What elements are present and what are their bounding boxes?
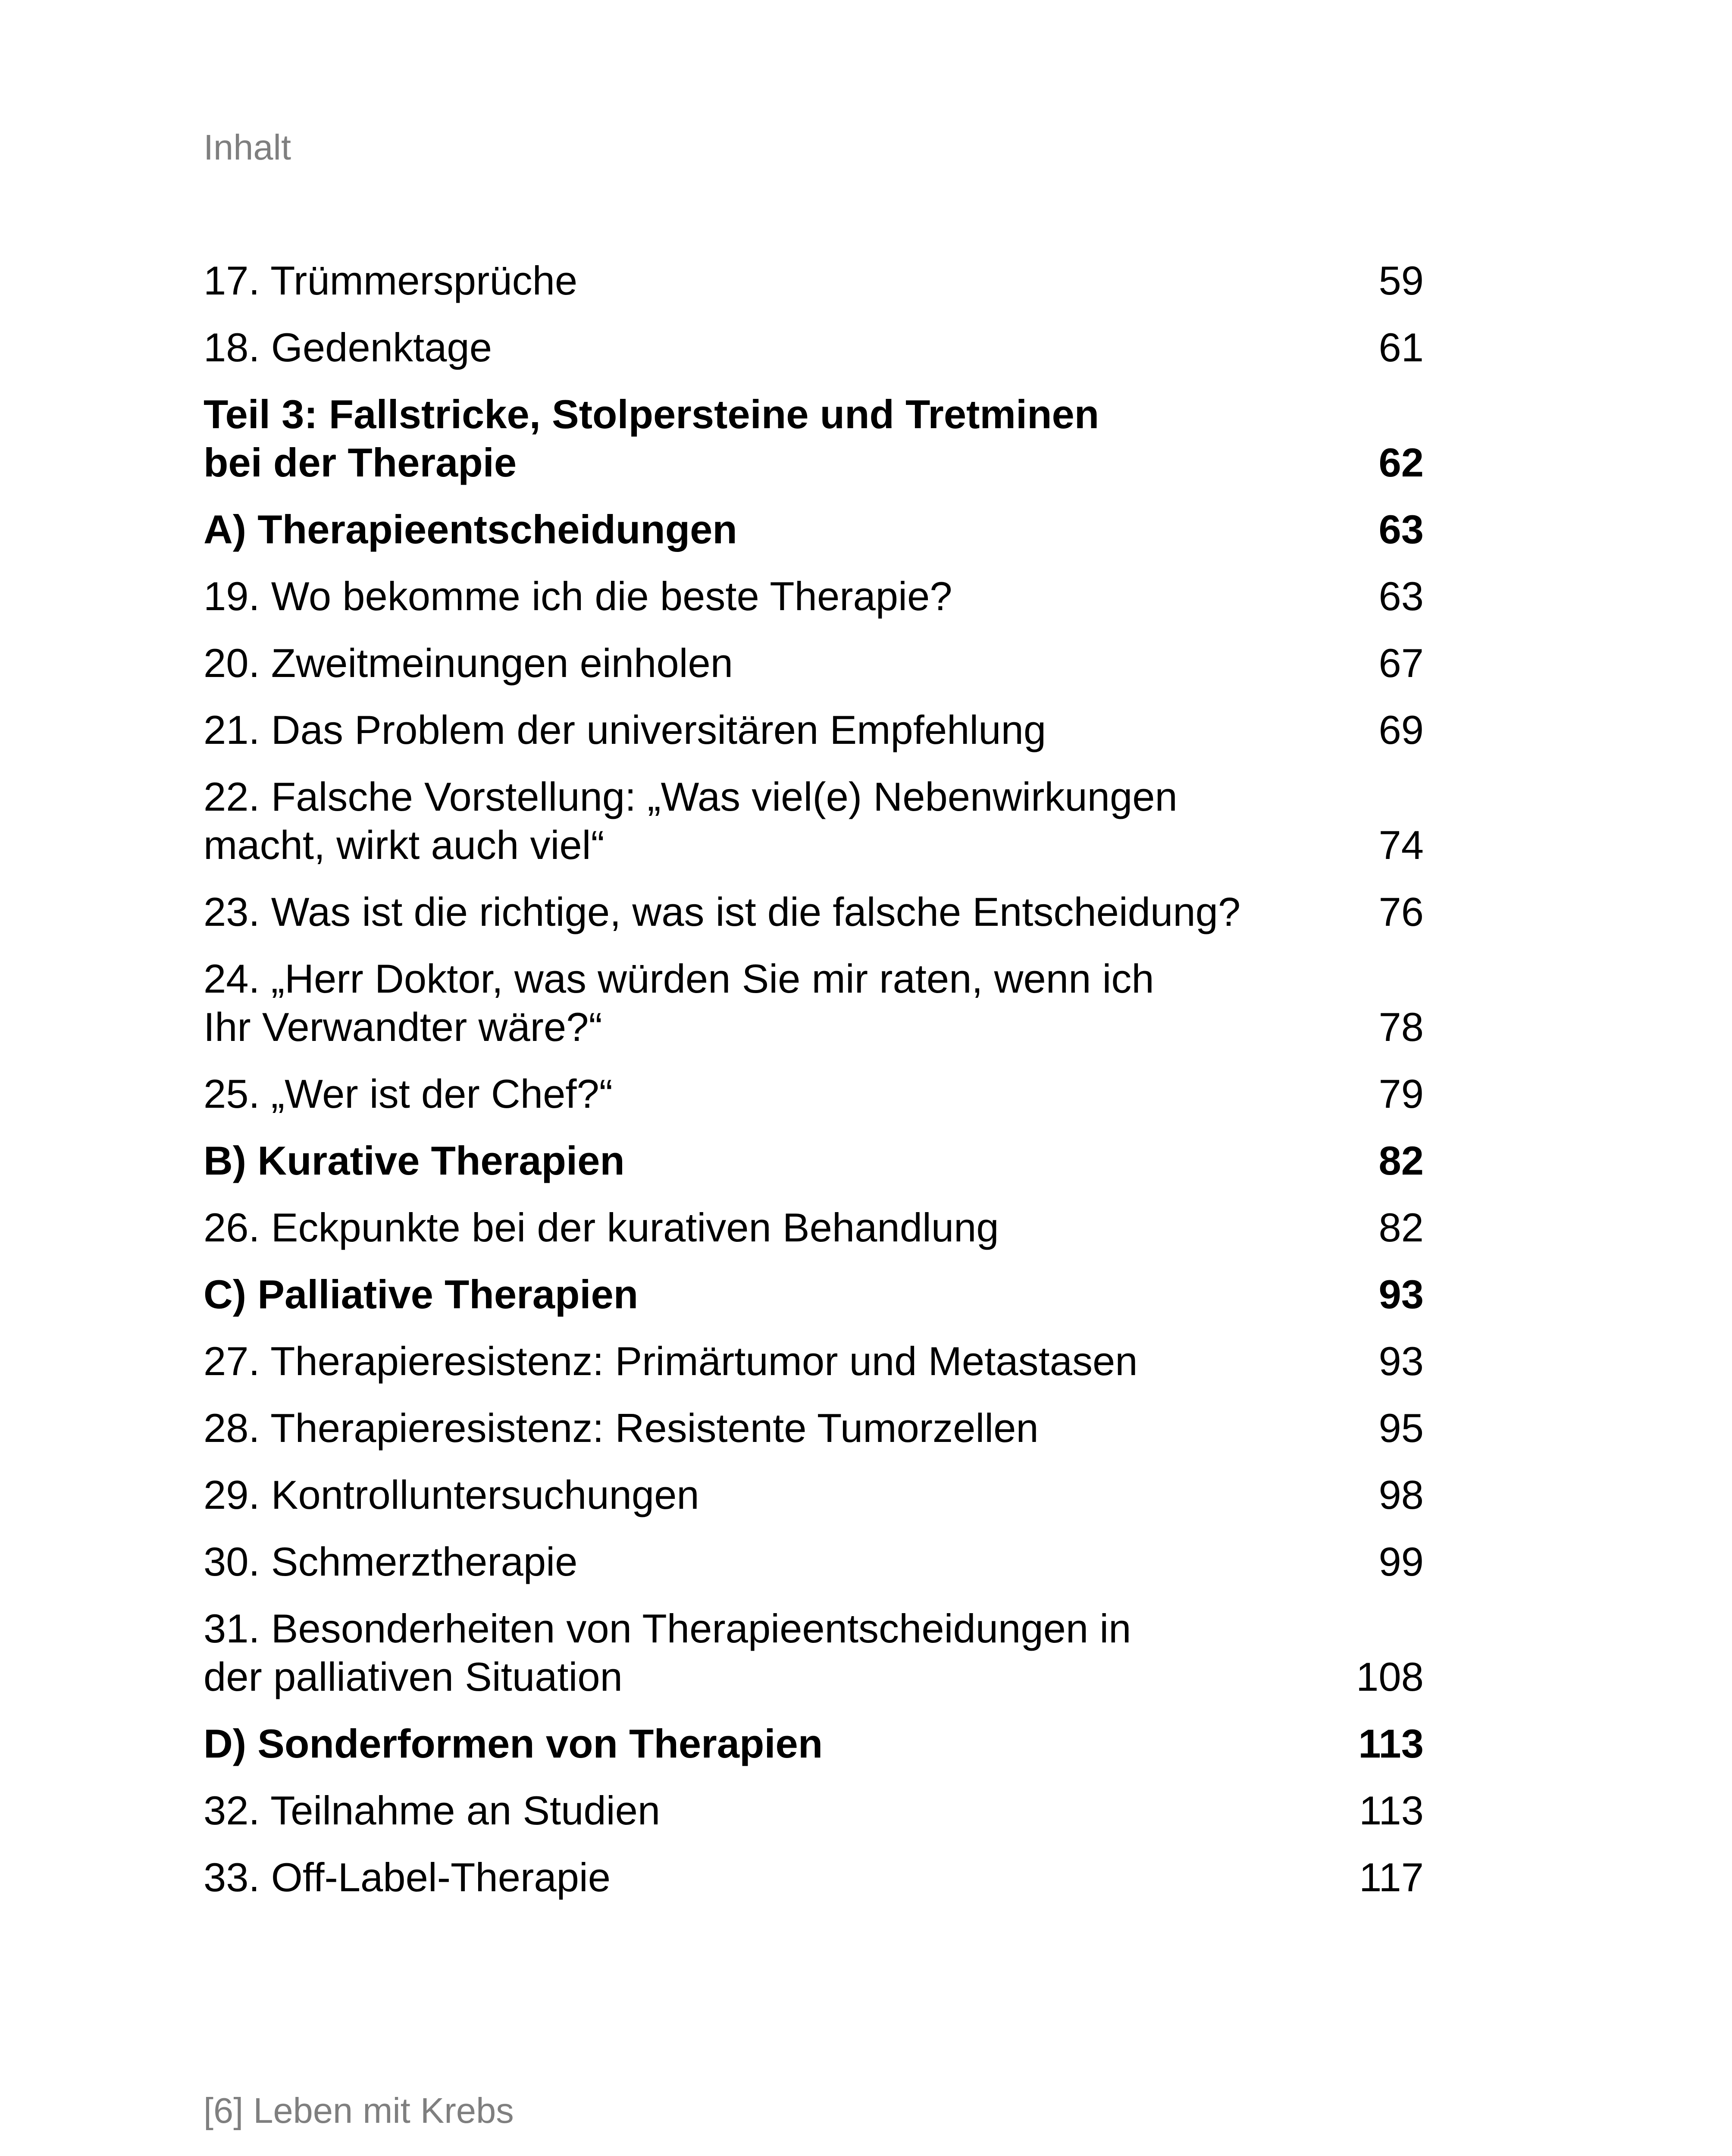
toc-entry-title: 32. Teilnahme an Studien xyxy=(204,1788,661,1833)
toc-entry-title: 25. „Wer ist der Chef?“ xyxy=(204,1071,613,1116)
toc-entry-page: 113 xyxy=(1358,1721,1424,1766)
toc-entry-title: 28. Therapieresistenz: Resistente Tumorzellen xyxy=(204,1405,1039,1451)
toc-entry-page: 78 xyxy=(1378,1004,1424,1050)
toc-entry xyxy=(204,1404,1424,1452)
toc-entry-title: B) Kurative Therapien xyxy=(204,1138,625,1183)
toc-entry xyxy=(204,1538,1424,1586)
toc-entry-page: 76 xyxy=(1378,889,1424,934)
toc-entry-title: 27. Therapieresistenz: Primärtumor und Metastasen xyxy=(204,1338,1138,1384)
toc-entry-title: 20. Zweitmeinungen einholen xyxy=(204,640,733,686)
toc-entry xyxy=(204,1070,1424,1118)
toc-entry-title: 24. „Herr Doktor, was würden Sie mir raten, wenn ich Ihr Verwandter wäre?“ xyxy=(204,956,1154,1050)
toc-entry-title: 23. Was ist die richtige, was ist die falsche Entscheidung? xyxy=(204,889,1241,934)
toc-entry-page: 93 xyxy=(1378,1272,1424,1317)
toc-entry-title: 18. Gedenktage xyxy=(204,325,492,370)
toc-entry-page: 63 xyxy=(1378,507,1424,552)
toc-entry-page: 108 xyxy=(1356,1654,1424,1699)
toc-entry-title: 22. Falsche Vorstellung: „Was viel(e) Nebenwirkungen macht, wirkt auch viel“ xyxy=(204,774,1178,868)
toc-entry-page: 79 xyxy=(1378,1071,1424,1116)
toc-entry-page: 99 xyxy=(1378,1539,1424,1584)
toc-entry xyxy=(204,1786,1424,1835)
toc-entry-title: 33. Off-Label-Therapie xyxy=(204,1855,611,1900)
toc-entry-title: A) Therapieentscheidungen xyxy=(204,507,737,552)
toc-entry xyxy=(204,888,1424,936)
toc-entry xyxy=(204,1337,1424,1385)
toc-entry xyxy=(204,1471,1424,1519)
toc-section-heading xyxy=(204,390,1424,487)
toc-entry-title: 30. Schmerztherapie xyxy=(204,1539,578,1584)
toc-entry-title: C) Palliative Therapien xyxy=(204,1272,639,1317)
toc-entry xyxy=(204,1604,1424,1701)
toc-entry-title: 19. Wo bekomme ich die beste Therapie? xyxy=(204,573,952,619)
toc-entry-title: 17. Trümmersprüche xyxy=(204,258,578,303)
toc-entry-page: 62 xyxy=(1378,440,1424,485)
toc-entry-page: 82 xyxy=(1378,1205,1424,1250)
toc-entry xyxy=(204,1853,1424,1902)
toc-entry xyxy=(204,639,1424,687)
toc-entry-page: 69 xyxy=(1378,707,1424,752)
page-footer: [6] Leben mit Krebs xyxy=(204,2090,514,2131)
toc-entry xyxy=(204,773,1424,869)
toc-entry-page: 61 xyxy=(1378,325,1424,370)
toc-entry xyxy=(204,572,1424,620)
toc-entry-page: 59 xyxy=(1378,258,1424,303)
toc-entry-page: 82 xyxy=(1378,1138,1424,1183)
toc-entry-page: 74 xyxy=(1378,822,1424,868)
toc-entry-page: 113 xyxy=(1359,1788,1424,1833)
running-head: Inhalt xyxy=(204,127,291,167)
toc-entry-title: 29. Kontrolluntersuchungen xyxy=(204,1472,699,1517)
toc-entry xyxy=(204,955,1424,1051)
toc-entry-title: D) Sonderformen von Therapien xyxy=(204,1721,823,1766)
toc-section-heading xyxy=(204,1137,1424,1185)
toc-entry-title: 26. Eckpunkte bei der kurativen Behandlung xyxy=(204,1205,999,1250)
toc-section-heading xyxy=(204,1720,1424,1768)
toc-entry-page: 117 xyxy=(1359,1855,1424,1900)
toc-section-heading xyxy=(204,1270,1424,1319)
toc-section-heading xyxy=(204,505,1424,554)
toc-entry-page: 93 xyxy=(1378,1338,1424,1384)
toc-entry-title: 31. Besonderheiten von Therapieentscheidungen in der palliativen Situation xyxy=(204,1606,1131,1699)
toc-entry-page: 67 xyxy=(1378,640,1424,686)
toc-entry xyxy=(204,706,1424,754)
table-of-contents xyxy=(204,257,1424,1920)
toc-entry-title: 21. Das Problem der universitären Empfehlung xyxy=(204,707,1046,752)
toc-entry-page: 98 xyxy=(1378,1472,1424,1517)
toc-entry xyxy=(204,257,1424,305)
toc-entry xyxy=(204,1203,1424,1252)
toc-entry-page: 95 xyxy=(1378,1405,1424,1451)
toc-entry-title: Teil 3: Fallstricke, Stolpersteine und Tretminen bei der Therapie xyxy=(204,392,1099,485)
toc-entry-page: 63 xyxy=(1378,573,1424,619)
toc-entry xyxy=(204,323,1424,372)
